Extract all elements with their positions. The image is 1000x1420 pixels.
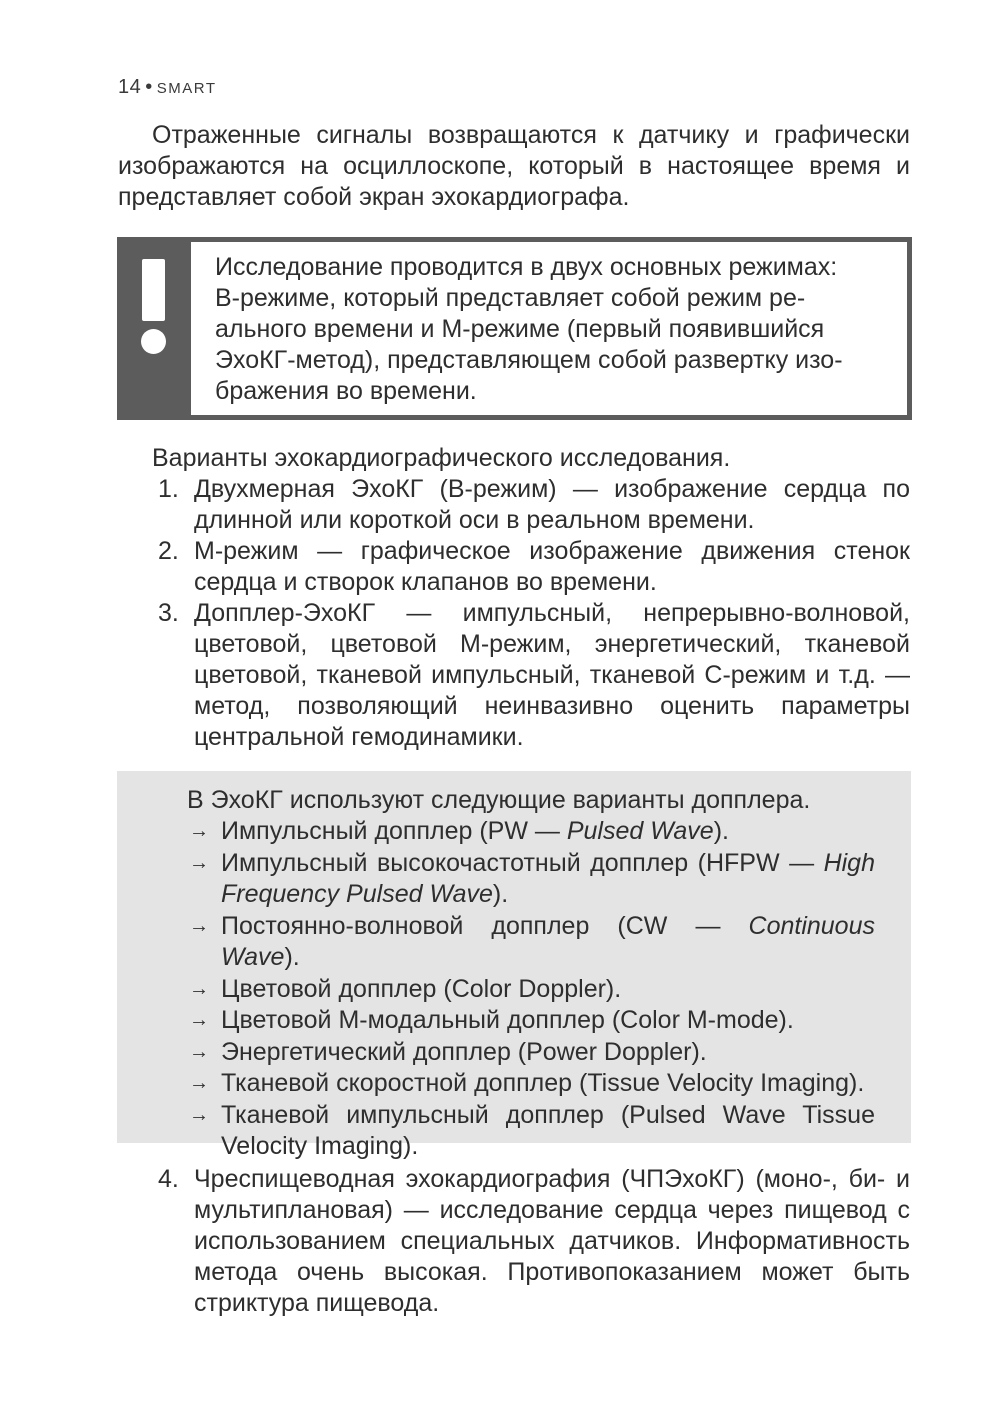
- list-item: [187, 848, 875, 911]
- intro-paragraph: Отраженные сигналы возвращаются к датчику и графически изображаются на осциллоскопе, который в настоящее время и представляет собой экран эхокардиографа.: [118, 121, 910, 211]
- note-line: бражения во времени.: [215, 377, 477, 405]
- series-brand: SMART: [156, 80, 217, 97]
- list-item: [118, 1164, 910, 1319]
- list-number: 2.: [158, 537, 179, 565]
- page-number: 14: [118, 76, 142, 98]
- item-text: Импульсный допплер (PW —: [221, 817, 567, 845]
- list-item: [118, 536, 910, 598]
- list-item: [187, 1100, 875, 1163]
- variants-heading: Варианты эхокардиографического исследования.: [152, 444, 731, 472]
- item-term: Continuous Wave: [221, 911, 875, 971]
- item-text: Постоянно-волновой допплер (CW —: [221, 911, 749, 940]
- item-text: Тканевой скоростной допплер (Tissue Velocity Imaging).: [221, 1069, 865, 1097]
- item-term: High Frequency Pulsed Wave: [221, 848, 875, 908]
- doppler-list: [187, 816, 875, 1163]
- arrow-icon: →: [189, 851, 209, 874]
- list-item: [187, 911, 875, 974]
- note-line: ального времени и М-режиме (первый появившийся: [215, 315, 825, 343]
- doppler-variants-box: [117, 771, 911, 1160]
- list-text: Двухмерная ЭхоКГ (В-режим) — изображение сердца по длинной или короткой оси в реальном времени.: [194, 475, 910, 534]
- item-text: Цветовой М-модальный допплер (Color M-mode).: [221, 1006, 794, 1034]
- list-text: Чреспищеводная эхокардиография (ЧПЭхоКГ) (моно-, би- и мультиплановая) — исследование сердца через пищевод с использованием специальных датчиков. Информативность метода очень высокая. Противопоказанием может быть стриктура пищевода.: [194, 1165, 910, 1317]
- list-number: 1.: [158, 475, 179, 503]
- list-number: 3.: [158, 599, 179, 627]
- item-text-end: ).: [284, 943, 300, 971]
- note-line: ЭхоКГ-метод), представляющем собой развертку изо-: [215, 346, 843, 374]
- variants-list: [118, 474, 910, 753]
- item-text-end: ).: [713, 817, 729, 845]
- list-item: [118, 598, 910, 753]
- list-text: М-режим — графическое изображение движения стенок сердца и створок клапанов во времени.: [194, 537, 910, 596]
- arrow-icon: →: [189, 820, 209, 842]
- doppler-box-title: В ЭхоКГ используют следующие варианты допплера.: [187, 786, 811, 814]
- list-item: [118, 474, 910, 536]
- list-text: Допплер-ЭхоКГ — импульсный, непрерывно-волновой, цветовой, цветовой М-режим, энергетический, тканевой цветовой, тканевой импульсный, тканевой С-режим и т.д. — метод, позволяющий неинвазивно оценить параметры центральной гемодинамики.: [194, 599, 910, 751]
- item-term: Pulsed Wave: [566, 817, 714, 845]
- arrow-icon: →: [189, 1072, 209, 1094]
- list-item: [187, 1068, 875, 1100]
- list-item: [187, 1037, 875, 1069]
- item-text: Цветовой допплер (Color Doppler).: [221, 974, 622, 1003]
- list-number: 4.: [158, 1165, 179, 1193]
- variants-list-continued: [118, 1164, 910, 1319]
- item-text: Энергетический допплер (Power Doppler).: [221, 1037, 707, 1066]
- item-text: Тканевой импульсный допплер (Pulsed Wave Tissue Velocity Imaging).: [221, 1100, 875, 1160]
- list-item: [187, 816, 875, 848]
- page-header: [118, 76, 217, 99]
- header-separator: •: [145, 76, 153, 98]
- list-item: [187, 1005, 875, 1037]
- exclamation-icon: [117, 237, 191, 420]
- arrow-icon: →: [189, 1103, 209, 1126]
- item-text: Импульсный высокочастотный допплер (HFPW —: [221, 848, 824, 877]
- note-line: Исследование проводится в двух основных режимах:: [215, 253, 838, 281]
- note-line: В-режиме, который представляет собой режим ре-: [215, 284, 806, 312]
- arrow-icon: →: [189, 914, 209, 937]
- list-item: [187, 974, 875, 1006]
- important-note-text: [191, 242, 907, 415]
- item-text-end: ).: [492, 880, 509, 908]
- important-note-box: [117, 237, 912, 420]
- arrow-icon: →: [189, 1040, 209, 1063]
- arrow-icon: →: [189, 1009, 209, 1031]
- arrow-icon: →: [189, 977, 209, 1000]
